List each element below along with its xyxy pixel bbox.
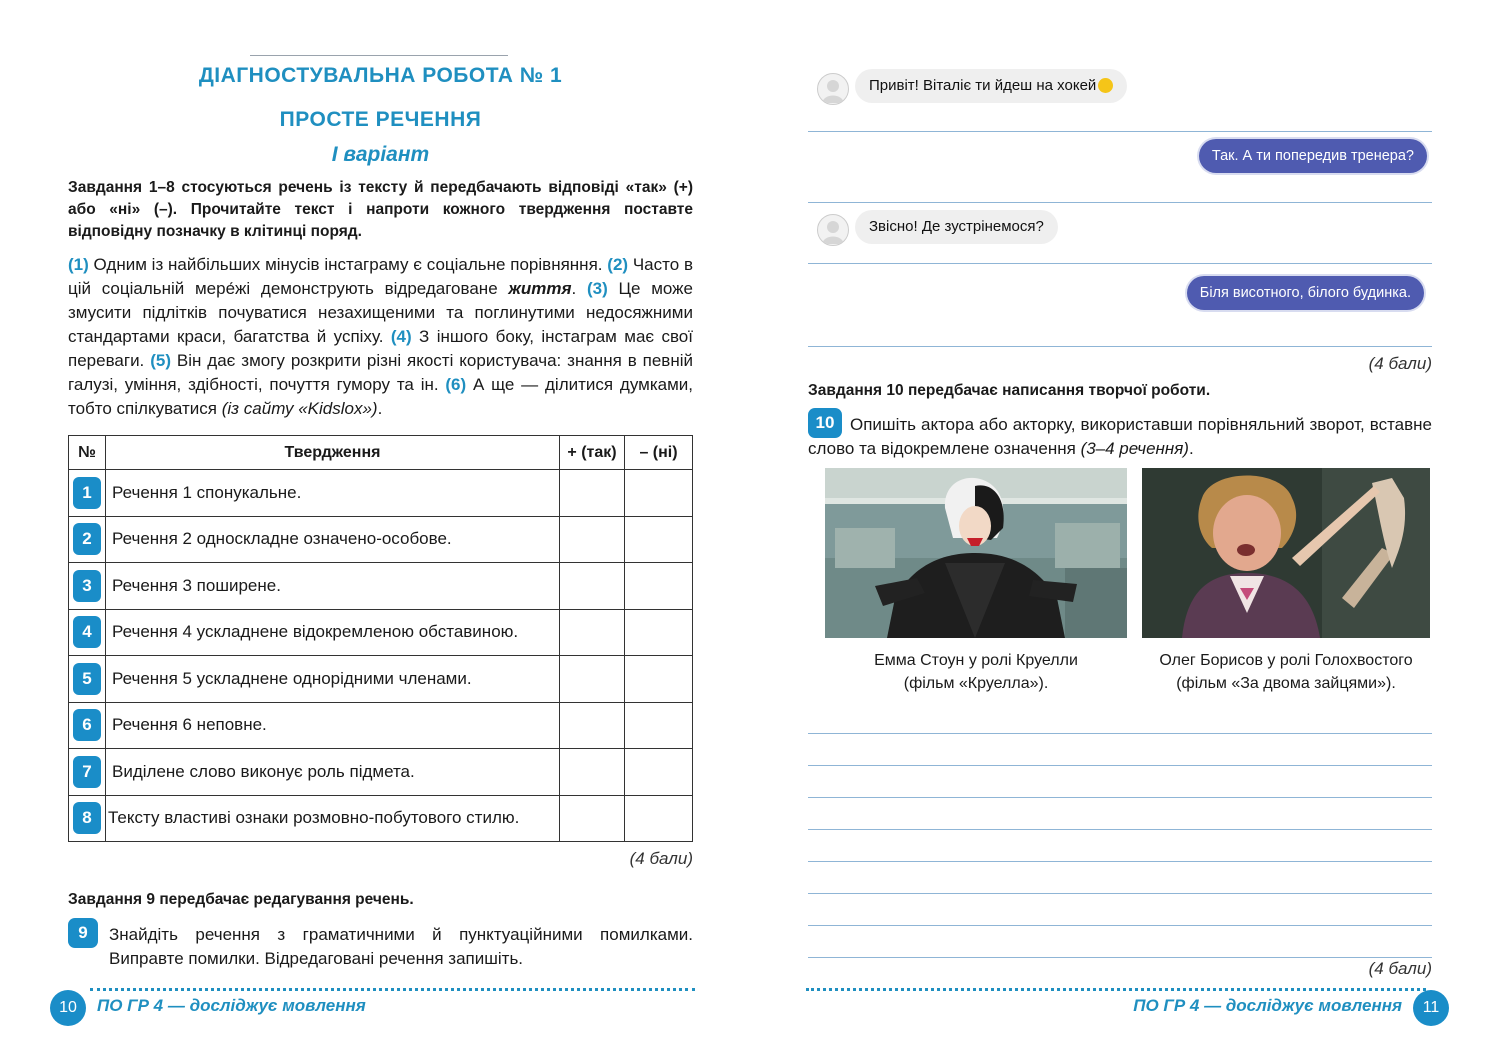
sentence-text: Це може змусити підлітків почуватися незахищеними та поглинутими недосяжними стандартами краси, багатства й успіху. <box>68 279 693 346</box>
header-yes: + (так) <box>560 436 625 470</box>
page-number: 10 <box>50 990 86 1026</box>
sentence-text: . <box>377 399 383 418</box>
statement-cell: Речення 1 спонукальне. <box>106 470 560 517</box>
statement-cell: Тексту властиві ознаки розмовно-побутового стилю. <box>106 795 560 842</box>
score-label: (4 бали) <box>1368 354 1432 373</box>
sentence-number: (5) <box>150 351 171 370</box>
chat-divider <box>808 346 1432 347</box>
sentence-text: Одним із найбільших мінусів інстаграму є соціальне порівняння. <box>88 255 608 274</box>
chat-divider <box>808 202 1432 203</box>
header-number: № <box>69 436 106 470</box>
header-statement: Твердження <box>106 436 560 470</box>
answer-line[interactable] <box>808 861 1432 862</box>
sentence-text: . <box>571 279 587 298</box>
footer-text: ПО ГР 4 — досліджує мовлення <box>1133 996 1402 1015</box>
sentence-text: А ще — ділитися думками, тобто спілкуватися <box>68 375 693 418</box>
footer-dotted-line <box>806 988 1426 991</box>
row-number-badge: 6 <box>73 709 101 741</box>
answer-yes-cell[interactable] <box>560 563 625 610</box>
task-instructions: Завдання 1–8 стосуються речень із тексту й передбачають відповіді «так» (+) або «ні» (–). Прочитайте текст і напроти кожного твердження поставте відповідну позначку в клітинці поряд. <box>68 179 693 240</box>
answer-no-cell[interactable] <box>625 795 693 842</box>
answer-line[interactable] <box>808 829 1432 830</box>
answer-line[interactable] <box>808 733 1432 734</box>
answer-line[interactable] <box>808 957 1432 958</box>
table-row <box>69 609 693 656</box>
page-number: 11 <box>1413 990 1449 1026</box>
header-no: – (ні) <box>625 436 693 470</box>
sentence-number: (3) <box>586 279 608 298</box>
sentence-text: Часто в цій соціальній мере́жі демонструють відредаговане <box>68 255 693 298</box>
statement-cell: Речення 4 ускладнене відокремленою обставиною. <box>106 609 560 656</box>
statements-table <box>68 435 693 842</box>
chat-bubble-outgoing: Біля висотного, білого будинка. <box>1187 276 1424 310</box>
row-number-badge: 7 <box>73 756 101 788</box>
answer-no-cell[interactable] <box>625 516 693 563</box>
top-rule <box>250 55 508 56</box>
footer-text: ПО ГР 4 — досліджує мовлення <box>97 996 366 1015</box>
chat-divider <box>808 263 1432 264</box>
row-number-badge: 5 <box>73 663 101 695</box>
statement-cell: Виділене слово виконує роль підмета. <box>106 749 560 796</box>
page-title: ДІАГНОСТУВАЛЬНА РОБОТА № 1 <box>198 64 563 87</box>
table-row <box>69 563 693 610</box>
task9-number-badge: 9 <box>68 918 98 948</box>
answer-yes-cell[interactable] <box>560 656 625 703</box>
photo-caption: Емма Стоун у ролі Круелли (фільм «Круелла»). <box>874 652 1078 692</box>
chat-message: Привіт! Віталіє ти йдеш на хокей <box>869 77 1097 94</box>
table-header-row <box>69 436 693 470</box>
answer-no-cell[interactable] <box>625 702 693 749</box>
smiley-emoji-icon <box>1098 78 1113 93</box>
statement-cell: Речення 3 поширене. <box>106 563 560 610</box>
photo-emma-stone-cruella <box>825 468 1127 638</box>
table-row <box>69 702 693 749</box>
statement-cell: Речення 6 неповне. <box>106 702 560 749</box>
text-source: (із сайту «Kidslox») <box>221 399 378 418</box>
statement-cell: Речення 5 ускладнене однорідними членами. <box>106 656 560 703</box>
task10-number-badge: 10 <box>808 408 842 438</box>
sentence-number: (6) <box>445 375 467 394</box>
variant-label: І варіант <box>331 143 430 166</box>
answer-no-cell[interactable] <box>625 656 693 703</box>
table-row <box>69 795 693 842</box>
answer-yes-cell[interactable] <box>560 609 625 656</box>
sentence-number: (1) <box>68 255 89 274</box>
task10-text: Опишіть актора або акторку, використавши порівняльний зворот, вставне слово та відокремлене означення (3–4 речення). <box>808 415 1432 458</box>
answer-yes-cell[interactable] <box>560 470 625 517</box>
chat-divider <box>808 131 1432 132</box>
user-avatar-icon <box>817 73 849 105</box>
answer-no-cell[interactable] <box>625 470 693 517</box>
highlighted-word: життя <box>508 279 572 298</box>
chat-bubble-incoming: Звісно! Де зустрінемося? <box>855 210 1058 244</box>
reading-text <box>68 253 693 421</box>
page-subtitle: ПРОСТЕ РЕЧЕННЯ <box>279 108 482 131</box>
answer-line[interactable] <box>808 893 1432 894</box>
row-number-badge: 3 <box>73 570 101 602</box>
footer-dotted-line <box>90 988 695 991</box>
answer-no-cell[interactable] <box>625 563 693 610</box>
sentence-text: Він дає змогу розкрити різні якості користувача: знання в певній галузі, уміння, здібності, почуття гумору та ін. <box>68 351 693 394</box>
task9-text: Знайдіть речення з граматичними й пунктуаційними помилками. Виправте помилки. Відредаговані речення запишіть. <box>109 925 693 968</box>
answer-no-cell[interactable] <box>625 749 693 796</box>
answer-yes-cell[interactable] <box>560 795 625 842</box>
score-label: (4 бали) <box>629 849 693 868</box>
table-row <box>69 656 693 703</box>
photo-caption: Олег Борисов у ролі Голохвостого (фільм «За двома зайцями»). <box>1159 652 1413 692</box>
answer-yes-cell[interactable] <box>560 702 625 749</box>
answer-line[interactable] <box>808 797 1432 798</box>
answer-no-cell[interactable] <box>625 609 693 656</box>
answer-line[interactable] <box>808 765 1432 766</box>
task10-note: (3–4 речення) <box>1080 439 1189 458</box>
answer-line[interactable] <box>808 925 1432 926</box>
score-label: (4 бали) <box>1368 959 1432 978</box>
statement-cell: Речення 2 односкладне означено-особове. <box>106 516 560 563</box>
table-row <box>69 749 693 796</box>
row-number-badge: 1 <box>73 477 101 509</box>
task9-heading: Завдання 9 передбачає редагування речень. <box>68 891 414 908</box>
row-number-badge: 8 <box>73 802 101 834</box>
sentence-number: (4) <box>390 327 412 346</box>
photo-oleg-borisov <box>1142 468 1430 638</box>
row-number-badge: 2 <box>73 523 101 555</box>
chat-bubble-incoming <box>855 69 1127 103</box>
table-row <box>69 470 693 517</box>
chat-bubble-outgoing: Так. А ти попередив тренера? <box>1199 139 1427 173</box>
row-number-badge: 4 <box>73 616 101 648</box>
answer-yes-cell[interactable] <box>560 749 625 796</box>
user-avatar-icon <box>817 214 849 246</box>
sentence-text: З іншого боку, інстаграм має свої переваги. <box>68 327 693 370</box>
task10-heading: Завдання 10 передбачає написання творчої роботи. <box>808 382 1211 399</box>
table-row <box>69 516 693 563</box>
answer-yes-cell[interactable] <box>560 516 625 563</box>
sentence-number: (2) <box>607 255 629 274</box>
